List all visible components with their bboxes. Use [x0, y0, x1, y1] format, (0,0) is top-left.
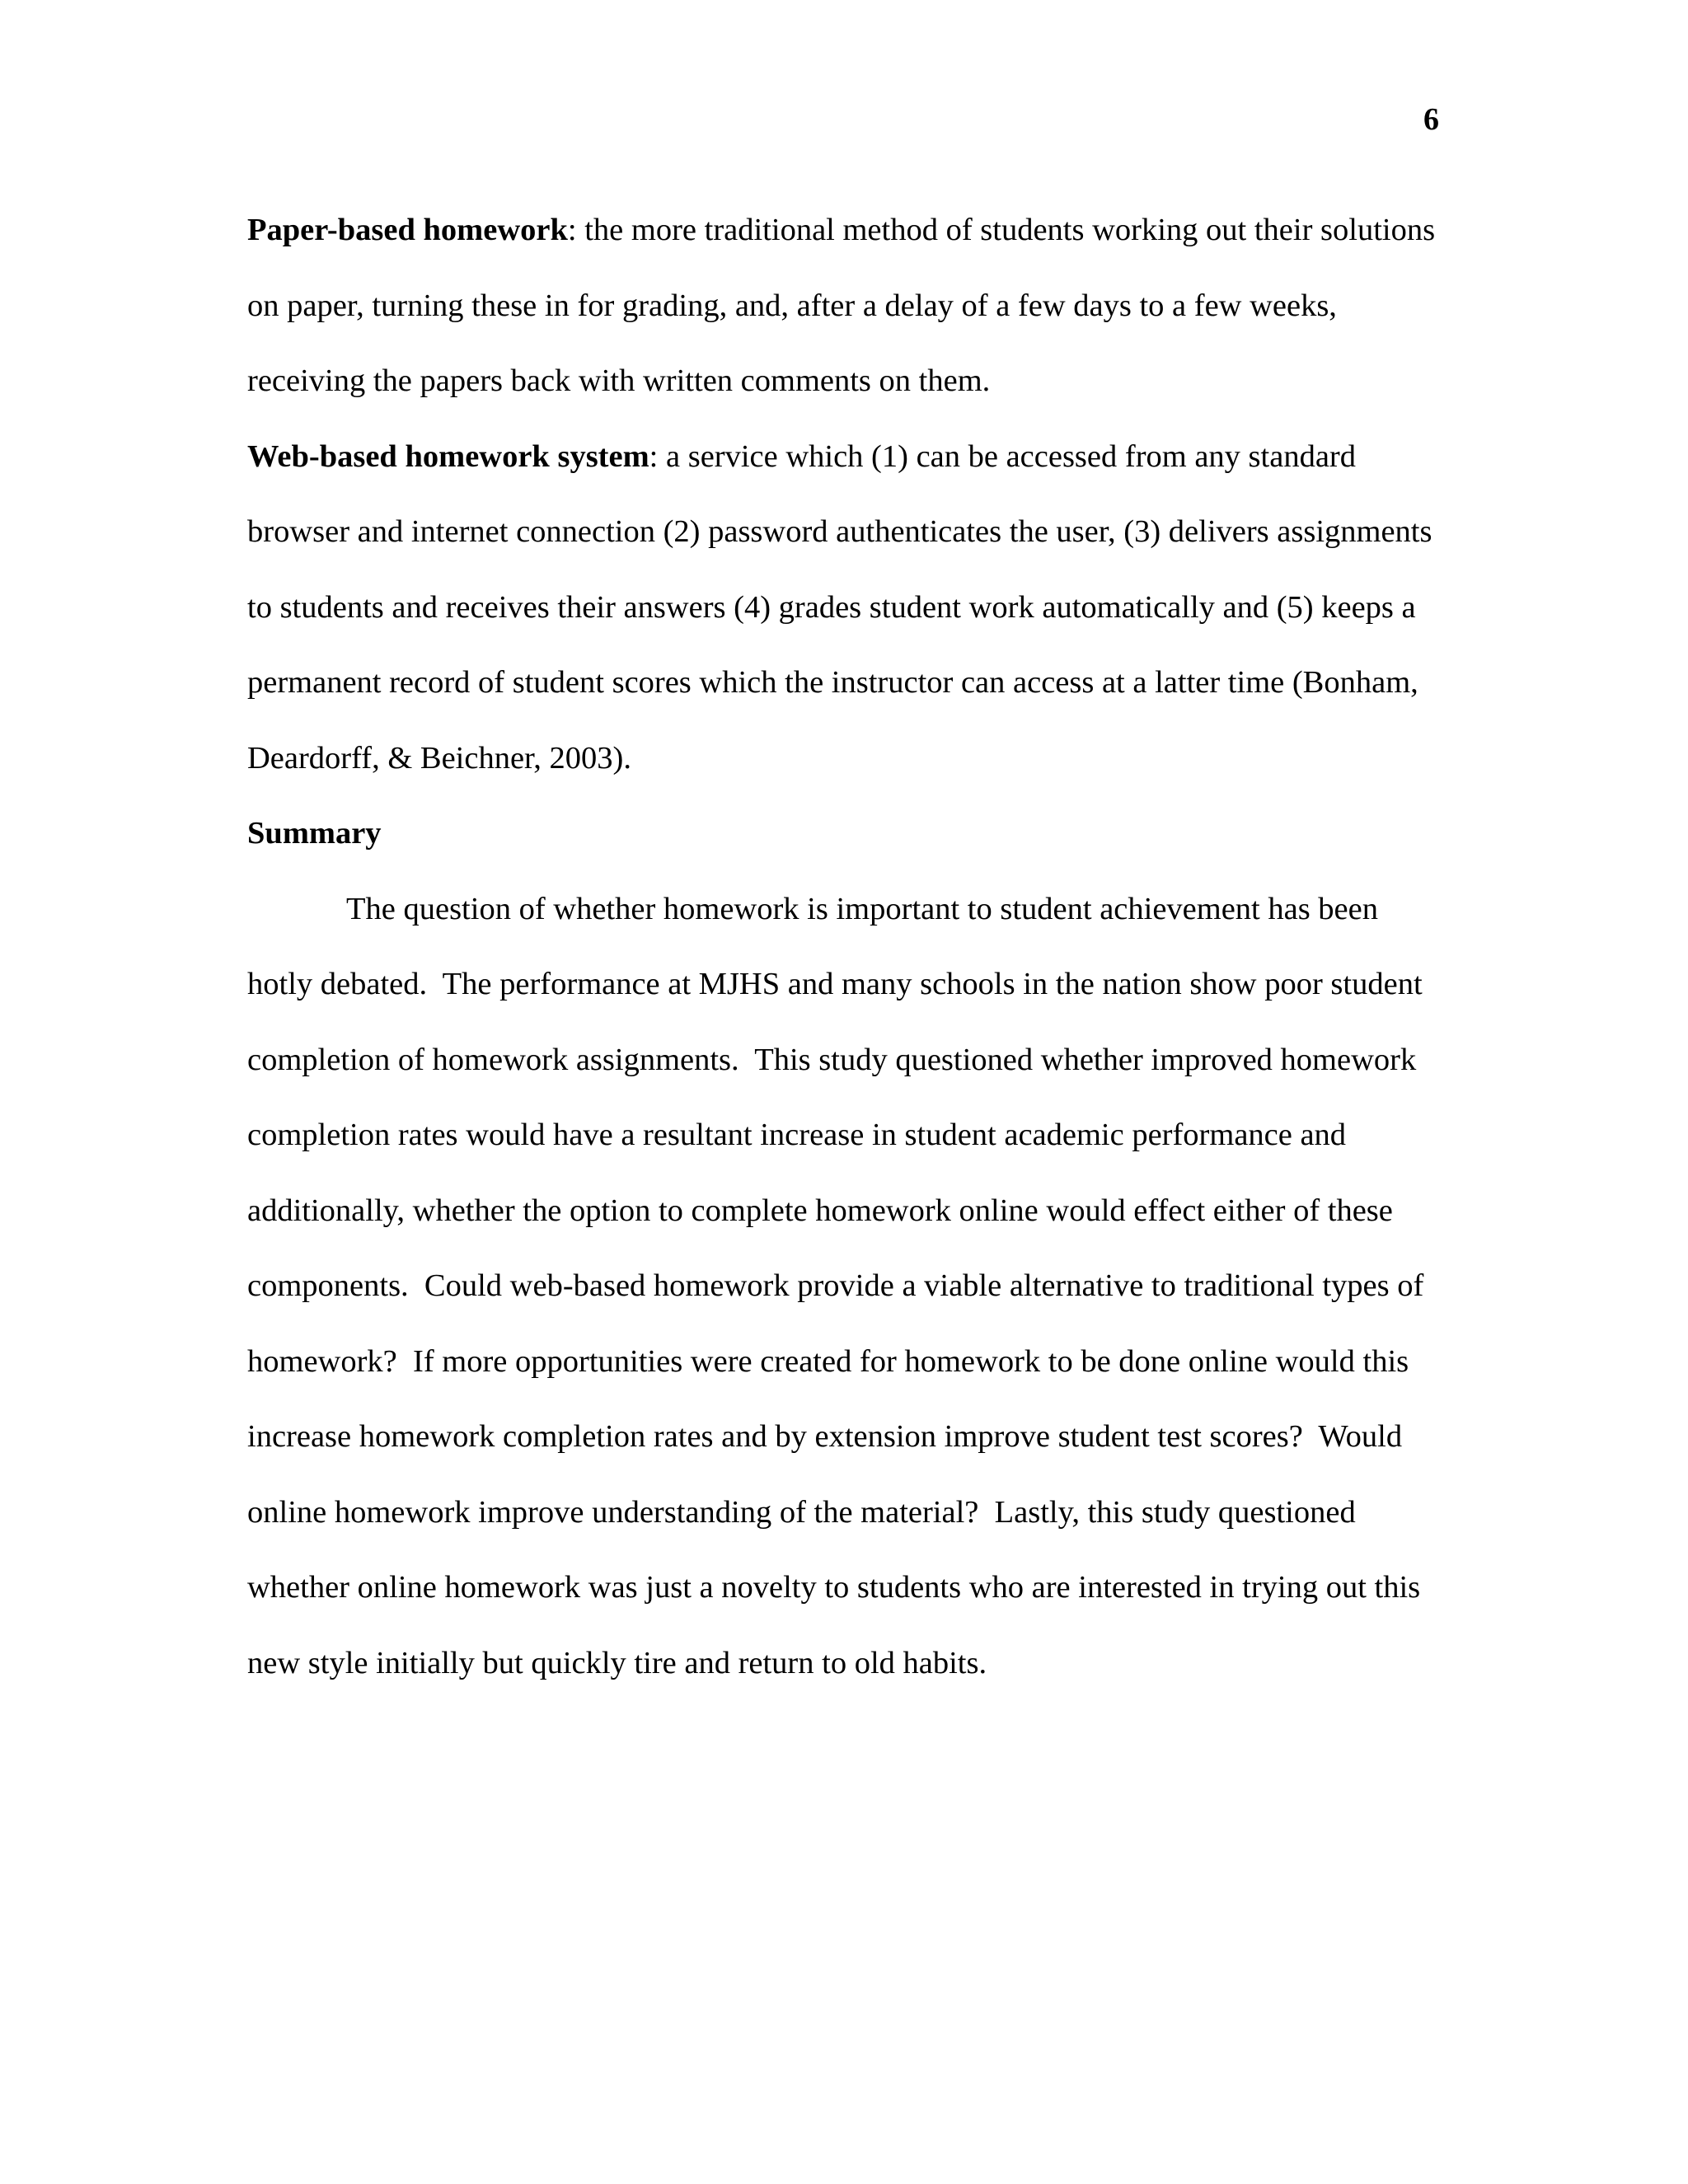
- definition-text: : the more traditional method of students working out their solutions on paper, turning these in for grading, and, after a delay of a few days to a few weeks, receiving the papers back with written comments on them.: [247, 213, 1436, 398]
- summary-paragraph: The question of whether homework is important to student achievement has been hotly debated. The performance at MJHS and many schools in the nation show poor student completion of homework assignments. This study questioned whether improved homework completion rates would have a resultant increase in student academic performance and additionally, whether the option to complete homework online would effect either of these components. Could web-based homework provide a viable alternative to traditional types of homework? If more opportunities were created for homework to be done online would this increase homework completion rates and by extension improve student test scores? Would online homework improve understanding of the material? Lastly, this study questioned whether online homework was just a novelty to students who are interested in trying out this new style initially but quickly tire and return to old habits.: [247, 891, 1432, 1680]
- section-heading-summary: Summary: [247, 816, 382, 851]
- definition-term: Web-based homework system: [247, 438, 649, 474]
- definition-web-based-homework-system: [247, 419, 1442, 797]
- definition-text: : a service which (1) can be accessed from any standard browser and internet connection (2) password authenticates the user, (3) delivers assignments to students and receives their answers (4) grades student work automatically and (5) keeps a permanent record of student scores which the instructor can access at a latter time (Bonham, Deardorff, & Beichner, 2003).: [247, 438, 1432, 776]
- page-number: 6: [1423, 102, 1439, 137]
- document-body: [247, 193, 1442, 1701]
- definition-term: Paper-based homework: [247, 213, 568, 247]
- definition-paper-based-homework: [247, 193, 1442, 419]
